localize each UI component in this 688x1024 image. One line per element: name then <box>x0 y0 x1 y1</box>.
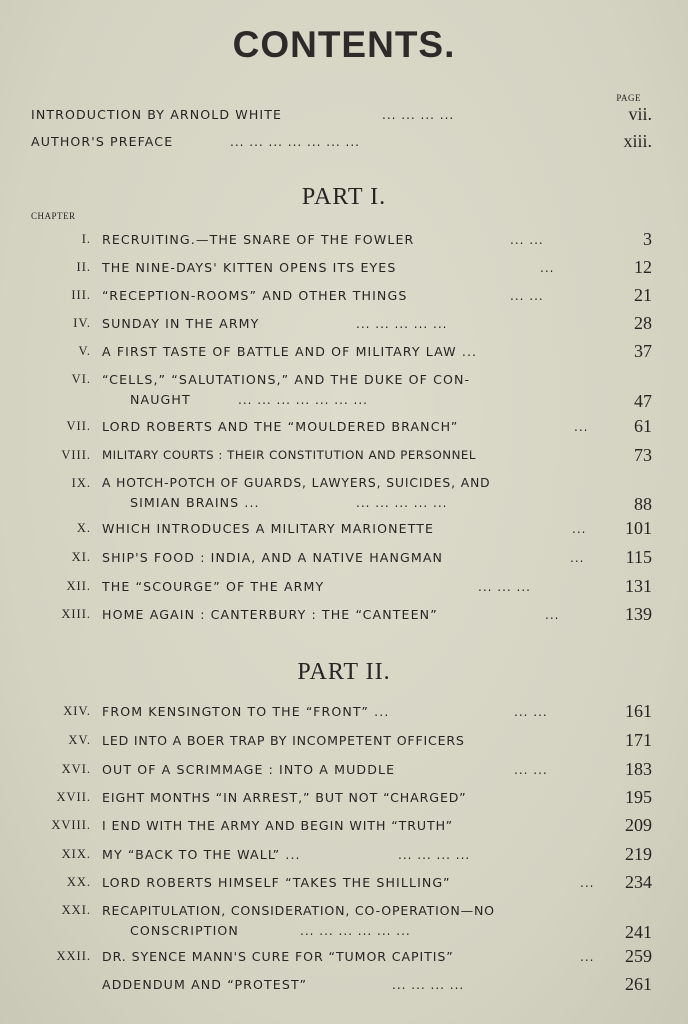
chapter-number: VI. <box>71 372 91 386</box>
toc-entry <box>0 131 688 157</box>
chapter-page: 183 <box>625 759 652 779</box>
chapter-number: V. <box>78 344 91 358</box>
chapter-title: LORD ROBERTS AND THE “MOULDERED BRANCH” <box>102 419 459 434</box>
chapter-page: 3 <box>643 229 652 249</box>
contents-title: CONTENTS. <box>232 24 456 65</box>
entry-title: AUTHOR'S PREFACE <box>31 134 174 149</box>
dot-leader: ... ... ... ... ... ... ... <box>230 135 360 149</box>
chapter-title: SHIP'S FOOD : INDIA, AND A NATIVE HANGMAN <box>102 550 444 565</box>
part-heading: PART II. <box>297 659 391 685</box>
dot-leader: ... <box>570 551 585 565</box>
chapter-page: 21 <box>634 285 652 305</box>
chapter-page: 101 <box>625 518 652 538</box>
dot-leader: ... <box>580 950 595 964</box>
chapter-page: 195 <box>625 787 652 807</box>
chapter-number: VIII. <box>61 448 91 462</box>
chapter-page: 139 <box>625 604 652 624</box>
chapter-page: 115 <box>625 547 652 567</box>
chapter-title: RECRUITING.—THE SNARE OF THE FOWLER <box>102 232 415 247</box>
toc-entry <box>0 787 688 813</box>
chapter-number: XI. <box>71 550 91 564</box>
chapter-number: XVIII. <box>51 818 91 832</box>
toc-entry <box>0 313 688 339</box>
chapter-page: 241 <box>625 922 652 942</box>
chapter-page: 73 <box>634 445 652 465</box>
chapter-number: XII. <box>66 579 91 593</box>
toc-entry-continuation <box>0 389 688 415</box>
dot-leader: ... ... <box>510 289 544 303</box>
chapter-number: IX. <box>71 476 91 490</box>
chapter-title-continuation: CONSCRIPTION <box>130 923 239 938</box>
chapter-page: 259 <box>625 946 652 966</box>
chapter-number: II. <box>76 260 91 274</box>
chapter-title: I END WITH THE ARMY AND BEGIN WITH “TRUTH” <box>102 818 454 833</box>
chapter-page: 47 <box>634 391 652 411</box>
chapter-number: XIII. <box>61 607 91 621</box>
entry-page: xiii. <box>623 131 652 151</box>
toc-entry <box>0 844 688 870</box>
chapter-number: XVII. <box>56 790 91 804</box>
chapter-title: A HOTCH-POTCH OF GUARDS, LAWYERS, SUICIDES, AND <box>102 476 491 490</box>
chapter-page: 234 <box>625 872 652 892</box>
chapter-title: DR. SYENCE MANN'S CURE FOR “TUMOR CAPITIS” <box>102 949 454 964</box>
chapter-title: EIGHT MONTHS “IN ARREST,” BUT NOT “CHARGED” <box>102 790 467 805</box>
chapter-title: ADDENDUM AND “PROTEST” <box>102 977 308 992</box>
dot-leader: ... ... ... <box>478 580 531 594</box>
dot-leader: ... <box>540 261 555 275</box>
toc-entry-continuation <box>0 920 688 946</box>
chapter-title: “CELLS,” “SALUTATIONS,” AND THE DUKE OF CON- <box>102 372 471 387</box>
chapter-page: 12 <box>634 257 652 277</box>
chapter-title: OUT OF A SCRIMMAGE : INTO A MUDDLE <box>102 762 396 777</box>
chapter-number: XV. <box>68 733 91 747</box>
dot-leader: ... <box>572 522 587 536</box>
chapter-title-continuation: SIMIAN BRAINS ... <box>130 495 260 510</box>
chapter-title: LED INTO A BOER TRAP BY INCOMPETENT OFFICERS <box>102 733 465 748</box>
dot-leader: ... ... <box>510 233 544 247</box>
toc-entry <box>0 341 688 367</box>
chapter-page: 161 <box>625 701 652 721</box>
toc-entry-continuation <box>0 492 688 518</box>
chapter-title: SUNDAY IN THE ARMY <box>102 316 260 331</box>
entry-title: INTRODUCTION BY ARNOLD WHITE <box>31 107 283 122</box>
dot-leader: ... ... <box>514 705 548 719</box>
chapter-number: I. <box>81 232 91 246</box>
toc-entry <box>0 104 688 130</box>
toc-entry <box>0 946 688 972</box>
toc-entry <box>0 257 688 283</box>
toc-entry <box>0 576 688 602</box>
chapter-title: MY “BACK TO THE WALL” ... <box>102 847 301 862</box>
chapter-title: MILITARY COURTS : THEIR CONSTITUTION AND PERSONNEL <box>102 448 476 462</box>
chapter-number: VII. <box>66 419 91 433</box>
dot-leader: ... ... ... ... <box>382 108 455 122</box>
toc-entry <box>0 604 688 630</box>
chapter-title: HOME AGAIN : CANTERBURY : THE “CANTEEN” <box>102 607 438 622</box>
toc-entry <box>0 974 688 1000</box>
chapter-column-header: CHAPTER <box>31 211 76 221</box>
dot-leader: ... <box>574 420 589 434</box>
toc-entry <box>0 730 688 756</box>
toc-entry <box>0 872 688 898</box>
chapter-number: III. <box>71 288 91 302</box>
chapter-page: 209 <box>625 815 652 835</box>
dot-leader: ... ... ... ... ... ... ... <box>238 393 368 407</box>
chapter-number: XXI. <box>61 903 91 917</box>
toc-entry <box>0 701 688 727</box>
chapter-number: XIV. <box>63 704 91 718</box>
dot-leader: ... ... ... ... ... ... <box>300 924 411 938</box>
dot-leader: ... ... ... ... ... <box>356 496 448 510</box>
chapter-page: 131 <box>625 576 652 596</box>
chapter-title: WHICH INTRODUCES A MILITARY MARIONETTE <box>102 521 435 536</box>
dot-leader: ... <box>545 608 560 622</box>
toc-entry <box>0 815 688 841</box>
chapter-title: THE NINE-DAYS' KITTEN OPENS ITS EYES <box>102 260 397 275</box>
chapter-title: LORD ROBERTS HIMSELF “TAKES THE SHILLING” <box>102 875 451 890</box>
dot-leader: ... ... <box>514 763 548 777</box>
toc-entry <box>0 285 688 311</box>
chapter-page: 171 <box>625 730 652 750</box>
chapter-number: XIX. <box>61 847 91 861</box>
dot-leader: ... ... ... ... ... <box>356 317 448 331</box>
chapter-number: IV. <box>73 316 91 330</box>
part-heading: PART I. <box>301 184 387 210</box>
chapter-page: 37 <box>634 341 652 361</box>
dot-leader: ... ... ... ... <box>392 978 465 992</box>
dot-leader: ... <box>580 876 595 890</box>
chapter-page: 28 <box>634 313 652 333</box>
chapter-title: THE “SCOURGE” OF THE ARMY <box>102 579 325 594</box>
toc-entry <box>0 229 688 255</box>
chapter-title: A FIRST TASTE OF BATTLE AND OF MILITARY LAW ... <box>102 344 478 359</box>
chapter-page: 88 <box>634 494 652 514</box>
toc-entry <box>0 759 688 785</box>
chapter-number: XXII. <box>56 949 91 963</box>
chapter-page: 219 <box>625 844 652 864</box>
chapter-title: FROM KENSINGTON TO THE “FRONT” ... <box>102 704 390 719</box>
page-column-header: PAGE <box>616 93 641 103</box>
toc-entry <box>0 416 688 442</box>
toc-entry <box>0 518 688 544</box>
toc-entry <box>0 445 688 471</box>
chapter-title: RECAPITULATION, CONSIDERATION, CO-OPERATION—NO <box>102 903 495 918</box>
chapter-title-continuation: NAUGHT <box>130 392 191 407</box>
chapter-number: X. <box>76 521 91 535</box>
chapter-number: XX. <box>66 875 91 889</box>
chapter-title: “RECEPTION-ROOMS” AND OTHER THINGS <box>102 288 408 303</box>
chapter-page: 61 <box>634 416 652 436</box>
toc-entry <box>0 547 688 573</box>
chapter-number: XVI. <box>61 762 91 776</box>
chapter-page: 261 <box>625 974 652 994</box>
entry-page: vii. <box>628 104 652 124</box>
dot-leader: ... ... ... ... <box>398 848 471 862</box>
